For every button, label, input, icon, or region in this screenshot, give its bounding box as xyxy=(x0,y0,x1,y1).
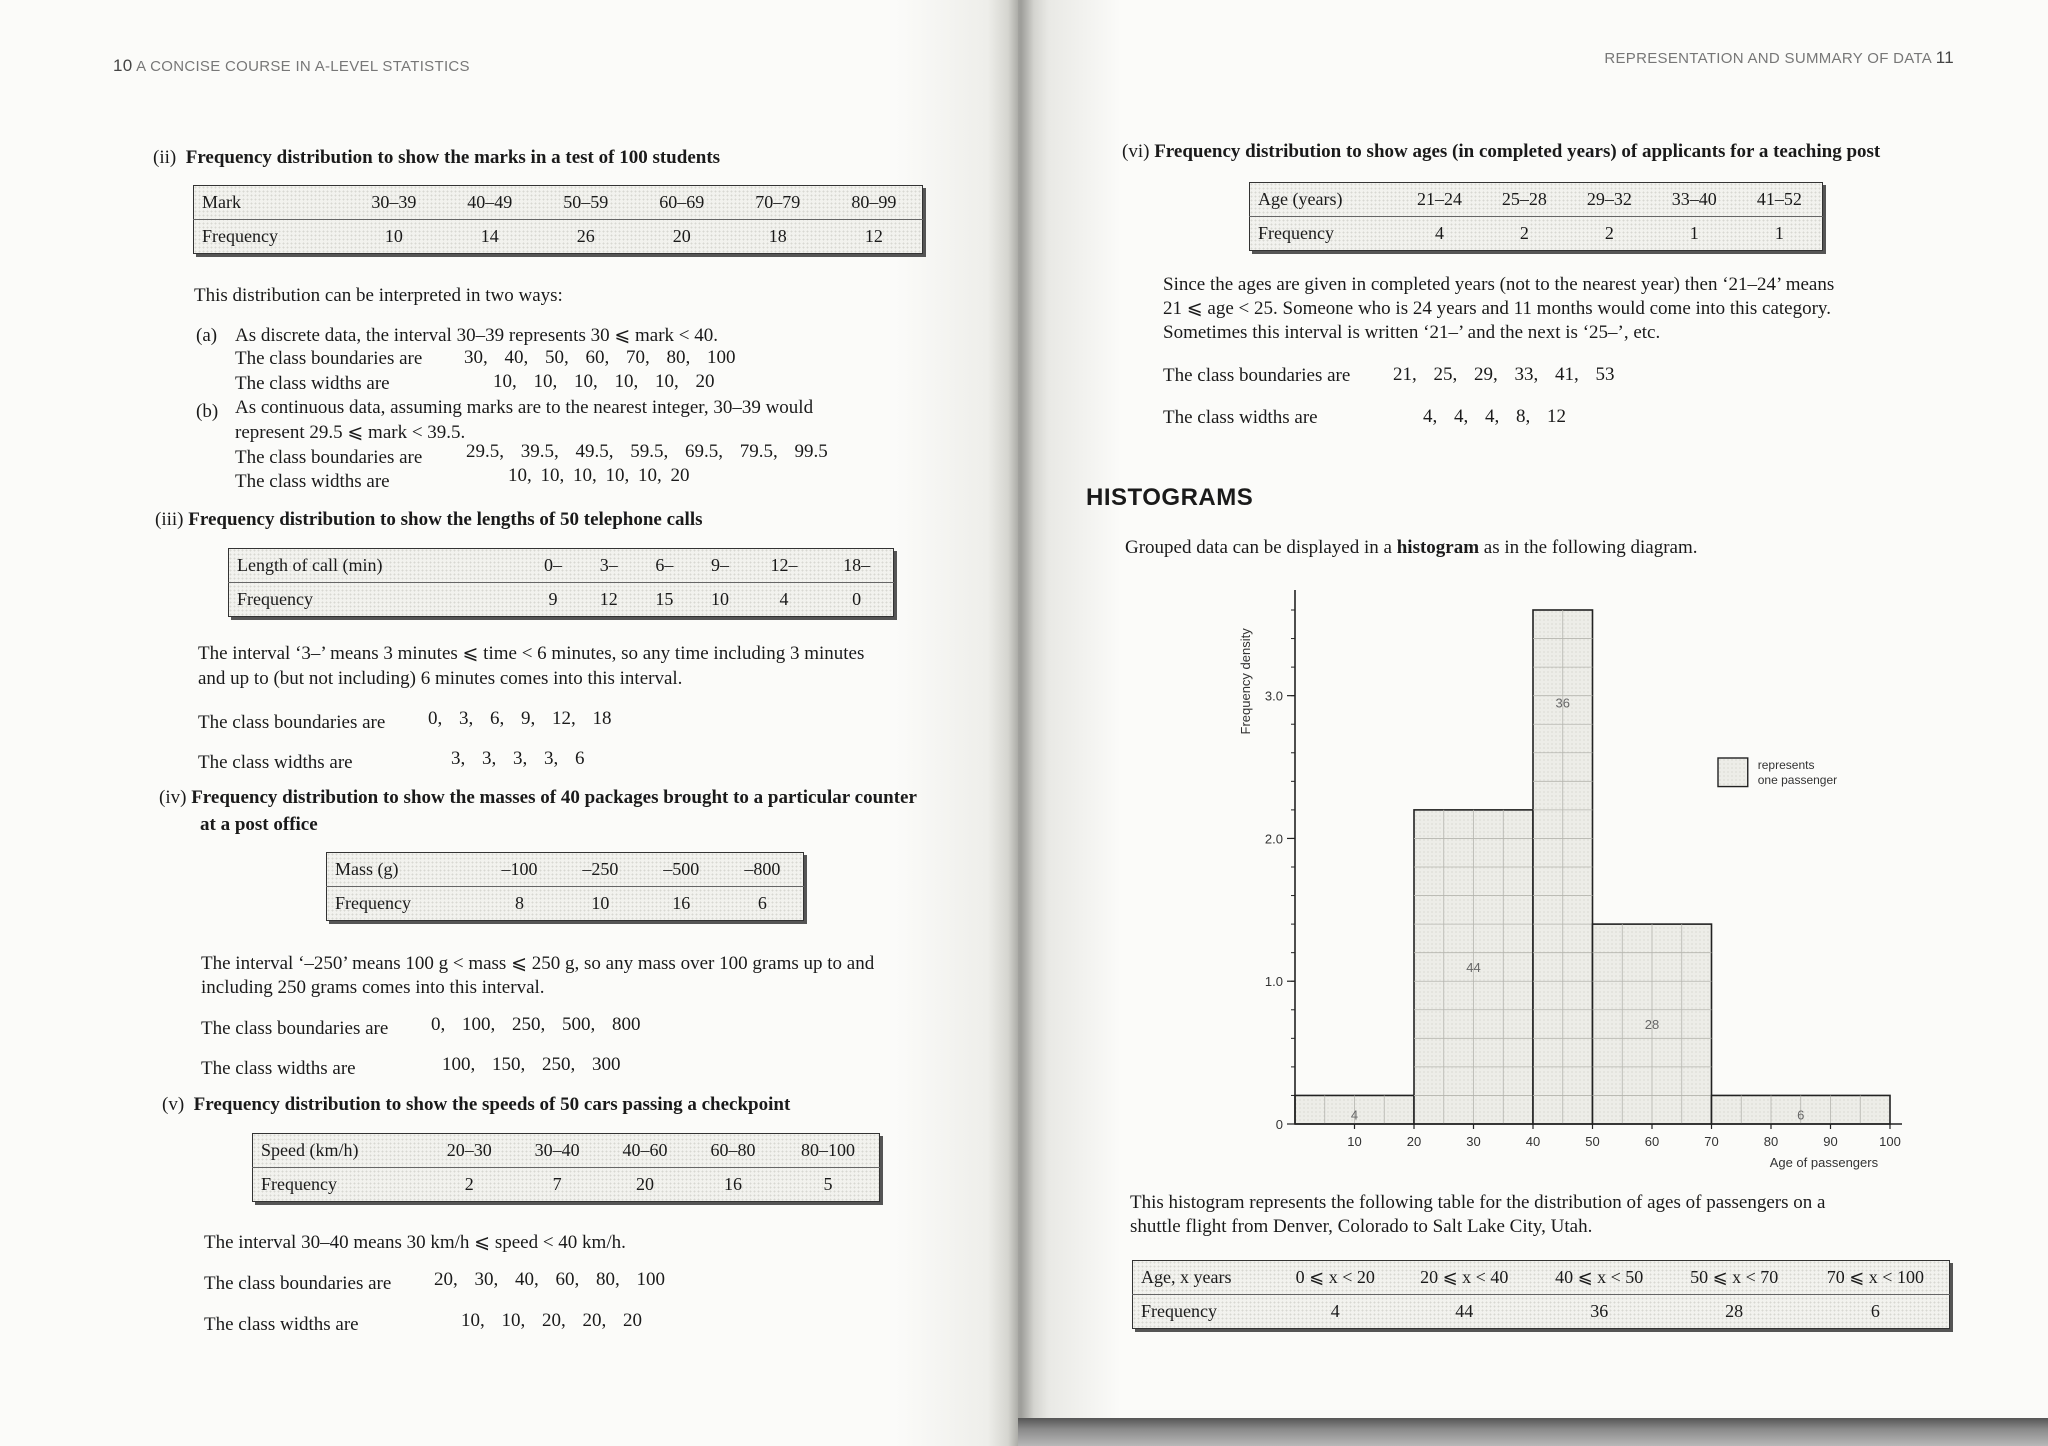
x-tick-label: 10 xyxy=(1347,1134,1362,1149)
mass-frequency-table xyxy=(326,852,804,921)
row-label-cell: Length of call (min) xyxy=(229,549,526,583)
interval-explanation-2: including 250 grams comes into this interval. xyxy=(201,977,545,998)
item-a-text: As discrete data, the interval 30–39 represents 30 ⩽ mark < 40. xyxy=(235,325,719,346)
table-cell: 26 xyxy=(576,226,595,246)
row-label-cell: Frequency xyxy=(1258,223,1334,243)
table-cell: 80–99 xyxy=(826,186,923,220)
row-label-cell: Age, x years xyxy=(1133,1261,1274,1295)
class-boundaries-values: 20, 30, 40, 60, 80, 100 xyxy=(434,1269,665,1290)
table-cell: –500 xyxy=(641,853,722,887)
table-cell: 1 xyxy=(1689,223,1699,243)
class-widths-values: 10, 10, 20, 20, 20 xyxy=(461,1310,642,1331)
table-row xyxy=(229,583,894,617)
class-boundaries-label: The class boundaries are xyxy=(1163,365,1351,386)
right-page xyxy=(1018,0,2048,1446)
table-cell: 10 xyxy=(384,226,403,246)
x-axis-label: Age of passengers xyxy=(1769,1155,1879,1170)
speed-frequency-table xyxy=(252,1133,880,1202)
class-widths-values: 10, 10, 10, 10, 10, 20 xyxy=(493,371,715,392)
table-cell: 18– xyxy=(820,549,893,583)
interval-explanation-1: The interval ‘3–’ means 3 minutes ⩽ time < 6 minutes, so any time including 3 minutes xyxy=(198,643,865,664)
table-cell: 36 xyxy=(1590,1301,1609,1321)
table-cell: 4 xyxy=(1434,223,1444,243)
table-cell: 10 xyxy=(591,893,610,913)
table-cell: 0 xyxy=(852,589,862,609)
section-heading: Frequency distribution to show the lengths of 50 telephone calls xyxy=(188,509,703,530)
running-title: A CONCISE COURSE IN A-LEVEL STATISTICS xyxy=(136,58,470,75)
intro-text: as in the following diagram. xyxy=(1479,537,1698,558)
histograms-heading: HISTOGRAMS xyxy=(1086,484,1254,511)
section-iv-title-line2 xyxy=(200,813,318,837)
row-label-cell: Age (years) xyxy=(1250,183,1397,217)
table-cell: 33–40 xyxy=(1652,183,1737,217)
class-widths-values: 10, 10, 10, 10, 10, 20 xyxy=(508,465,690,486)
item-b-text-2: represent 29.5 ⩽ mark < 39.5. xyxy=(235,422,466,443)
class-widths-label: The class widths are xyxy=(235,471,390,492)
applicant-age-frequency-table xyxy=(1249,182,1823,251)
bar-frequency-label: 36 xyxy=(1555,695,1570,711)
table-cell: 12– xyxy=(748,549,820,583)
section-iii-title xyxy=(155,508,703,532)
table-cell: –250 xyxy=(560,853,641,887)
class-boundaries-label: The class boundaries are xyxy=(201,1018,389,1039)
left-page-header xyxy=(113,56,470,76)
table-cell: 80–100 xyxy=(777,1134,880,1168)
table-cell: 18 xyxy=(768,226,787,246)
table-cell: 20–30 xyxy=(425,1134,513,1168)
x-tick-label: 80 xyxy=(1763,1134,1779,1149)
section-iv-title xyxy=(159,786,999,810)
bar-frequency-label: 28 xyxy=(1644,1017,1660,1033)
table-cell: 44 xyxy=(1455,1301,1474,1321)
page-edge xyxy=(1018,1418,2048,1446)
table-cell: 0 ⩽ x < 20 xyxy=(1274,1261,1397,1295)
table-cell: 28 xyxy=(1725,1301,1744,1321)
table-cell: 16 xyxy=(723,1174,742,1194)
table-cell: 4 xyxy=(779,589,789,609)
section-heading: Frequency distribution to show the marks in a test of 100 students xyxy=(185,147,721,168)
table-cell: 60–69 xyxy=(634,186,730,220)
table-cell: –100 xyxy=(479,853,560,887)
table-row xyxy=(194,220,923,254)
class-widths-label: The class widths are xyxy=(198,752,353,773)
y-tick-label: 1.0 xyxy=(1264,974,1283,990)
table-cell: 20 xyxy=(672,226,691,246)
section-heading: Frequency distribution to show ages (in completed years) of applicants for a teaching post xyxy=(1154,141,1881,162)
class-widths-label: The class widths are xyxy=(235,373,390,394)
table-cell: 40 ⩽ x < 50 xyxy=(1532,1261,1667,1295)
table-cell: 7 xyxy=(552,1174,562,1194)
row-label-cell: Frequency xyxy=(261,1174,337,1194)
table-row xyxy=(1133,1295,1950,1329)
histogram-intro xyxy=(1125,536,1698,560)
item-b-text-1: As continuous data, assuming marks are to the nearest integer, 30–39 would xyxy=(235,397,814,418)
table-cell: 8 xyxy=(514,893,524,913)
table-cell: 3– xyxy=(581,549,637,583)
y-tick-label: 3.0 xyxy=(1264,688,1283,704)
left-page xyxy=(0,0,1018,1446)
x-tick-label: 60 xyxy=(1644,1134,1660,1149)
explanation-line-2: 21 ⩽ age < 25. Someone who is 24 years and 11 months would come into this category. xyxy=(1163,298,1831,319)
x-tick-label: 100 xyxy=(1879,1134,1901,1149)
explanation-line-3: Sometimes this interval is written ‘21–’ and the next is ‘25–’, etc. xyxy=(1163,322,1661,343)
table-cell: 70–79 xyxy=(730,186,826,220)
section-v-title xyxy=(162,1093,790,1117)
table-row xyxy=(1250,217,1823,251)
table-cell: 40–60 xyxy=(601,1134,689,1168)
row-label-cell: Frequency xyxy=(335,893,411,913)
class-boundaries-values: 30, 40, 50, 60, 70, 80, 100 xyxy=(464,347,736,368)
table-cell: 6 xyxy=(757,893,767,913)
interval-explanation-1: The interval ‘–250’ means 100 g < mass ⩽ 250 g, so any mass over 100 grams up to and xyxy=(201,953,875,974)
section-heading: Frequency distribution to show the masses of 40 packages brought to a particular counter xyxy=(191,787,917,808)
running-title: REPRESENTATION AND SUMMARY OF DATA xyxy=(1604,50,1932,67)
table-header-row xyxy=(327,853,804,887)
legend-text: represents xyxy=(1757,758,1815,772)
table-cell: 50 ⩽ x < 70 xyxy=(1667,1261,1802,1295)
table-cell: 6 xyxy=(1870,1301,1880,1321)
section-number: (iii) xyxy=(155,509,184,530)
intro-bold-term: histogram xyxy=(1396,537,1480,558)
bar-frequency-label: 4 xyxy=(1350,1107,1359,1123)
class-boundaries-label: The class boundaries are xyxy=(235,447,423,468)
interval-explanation: The interval 30–40 means 30 km/h ⩽ speed < 40 km/h. xyxy=(204,1232,626,1253)
row-label-cell: Frequency xyxy=(202,226,278,246)
table-header-row xyxy=(253,1134,880,1168)
table-cell: 40–49 xyxy=(442,186,538,220)
table-cell: 15 xyxy=(655,589,674,609)
table-cell: 6– xyxy=(637,549,693,583)
section-number: (iv) xyxy=(159,787,187,808)
x-tick-label: 90 xyxy=(1823,1134,1838,1149)
explanation-line-1: Since the ages are given in completed years (not to the nearest year) then ‘21–24’ means xyxy=(1163,274,1835,295)
class-boundaries-label: The class boundaries are xyxy=(235,348,423,369)
table-cell: 2 xyxy=(464,1174,474,1194)
table-header-row xyxy=(229,549,894,583)
y-tick-label: 0 xyxy=(1275,1117,1283,1132)
x-tick-label: 20 xyxy=(1406,1134,1422,1149)
section-ii-title xyxy=(153,146,720,170)
item-b-label: (b) xyxy=(196,401,219,422)
table-cell: 0– xyxy=(525,549,581,583)
page-number: 10 xyxy=(113,56,133,75)
row-label-cell: Mark xyxy=(194,186,346,220)
table-cell: 29–32 xyxy=(1567,183,1652,217)
item-a-label: (a) xyxy=(196,325,218,346)
class-boundaries-label: The class boundaries are xyxy=(198,712,386,733)
histogram-legend xyxy=(1718,758,1837,787)
section-heading: at a post office xyxy=(200,814,318,835)
histogram-description-2: shuttle flight from Denver, Colorado to Salt Lake City, Utah. xyxy=(1130,1216,1593,1237)
table-cell: 2 xyxy=(1519,223,1529,243)
table-cell: 60–80 xyxy=(689,1134,777,1168)
table-cell: 25–28 xyxy=(1482,183,1567,217)
page-number: 11 xyxy=(1935,48,1954,67)
row-label-cell: Speed (km/h) xyxy=(253,1134,426,1168)
table-cell: 50–59 xyxy=(538,186,634,220)
table-cell: 12 xyxy=(864,226,883,246)
table-cell: 5 xyxy=(823,1174,833,1194)
class-boundaries-label: The class boundaries are xyxy=(204,1273,392,1294)
x-tick-label: 40 xyxy=(1525,1134,1541,1149)
call-length-frequency-table xyxy=(228,548,894,617)
table-cell: 16 xyxy=(672,893,691,913)
class-boundaries-values: 0, 100, 250, 500, 800 xyxy=(431,1014,641,1035)
table-cell: 70 ⩽ x < 100 xyxy=(1802,1261,1950,1295)
x-tick-label: 50 xyxy=(1585,1134,1600,1149)
book-spine-shadow xyxy=(1008,0,1034,1446)
table-cell: 12 xyxy=(599,589,618,609)
interval-explanation-2: and up to (but not including) 6 minutes comes into this interval. xyxy=(198,668,683,689)
table-header-row xyxy=(1250,183,1823,217)
class-widths-values: 3, 3, 3, 3, 6 xyxy=(451,748,585,769)
class-widths-label: The class widths are xyxy=(1163,407,1318,428)
passenger-age-frequency-table xyxy=(1132,1260,1950,1329)
table-cell: 20 ⩽ x < 40 xyxy=(1397,1261,1532,1295)
bar-frequency-label: 44 xyxy=(1466,959,1481,975)
legend-text: one passenger xyxy=(1757,773,1838,787)
table-cell: 20 xyxy=(636,1174,655,1194)
table-cell: 30–39 xyxy=(346,186,442,220)
marks-frequency-table xyxy=(193,185,923,254)
table-cell: 41–52 xyxy=(1737,183,1823,217)
class-boundaries-values: 21, 25, 29, 33, 41, 53 xyxy=(1393,364,1615,385)
class-widths-values: 4, 4, 4, 8, 12 xyxy=(1423,406,1566,427)
table-cell: 9 xyxy=(548,589,558,609)
table-cell: 10 xyxy=(710,589,729,609)
x-tick-label: 30 xyxy=(1466,1134,1481,1149)
table-row xyxy=(327,887,804,921)
section-number: (v) xyxy=(162,1094,185,1115)
intro-text: This distribution can be interpreted in two ways: xyxy=(194,285,563,306)
class-boundaries-values: 29.5, 39.5, 49.5, 59.5, 69.5, 79.5, 99.5 xyxy=(466,441,828,462)
class-boundaries-values: 0, 3, 6, 9, 12, 18 xyxy=(428,708,612,729)
y-tick-label: 2.0 xyxy=(1264,831,1283,847)
section-number: (vi) xyxy=(1122,141,1150,162)
row-label-cell: Frequency xyxy=(1141,1301,1217,1321)
row-label-cell: Frequency xyxy=(237,589,313,609)
table-cell: 14 xyxy=(480,226,499,246)
intro-text: Grouped data can be displayed in a xyxy=(1125,537,1397,558)
class-widths-label: The class widths are xyxy=(201,1058,356,1079)
table-header-row xyxy=(1133,1261,1950,1295)
class-widths-label: The class widths are xyxy=(204,1314,359,1335)
table-cell: 9– xyxy=(692,549,748,583)
bar-frequency-label: 6 xyxy=(1797,1107,1805,1123)
section-number: (ii) xyxy=(153,147,177,168)
table-cell: 2 xyxy=(1604,223,1614,243)
table-cell: 30–40 xyxy=(513,1134,601,1168)
section-vi-title xyxy=(1122,140,1880,164)
histogram-bars xyxy=(1295,610,1890,1124)
table-row xyxy=(253,1168,880,1202)
table-cell: 21–24 xyxy=(1397,183,1482,217)
table-cell: 4 xyxy=(1330,1301,1340,1321)
table-cell: 1 xyxy=(1774,223,1784,243)
section-heading: Frequency distribution to show the speeds of 50 cars passing a checkpoint xyxy=(193,1094,791,1115)
table-cell: –800 xyxy=(722,853,804,887)
row-label-cell: Mass (g) xyxy=(327,853,480,887)
class-widths-values: 100, 150, 250, 300 xyxy=(442,1054,621,1075)
y-axis-label: Frequency density xyxy=(1238,628,1253,735)
table-header-row xyxy=(194,186,923,220)
right-page-header xyxy=(1604,48,1954,68)
legend-swatch xyxy=(1718,758,1748,787)
x-tick-label: 70 xyxy=(1704,1134,1719,1149)
histogram-chart xyxy=(1018,570,2048,1180)
histogram-description-1: This histogram represents the following table for the distribution of ages of passengers on a xyxy=(1130,1192,1826,1213)
